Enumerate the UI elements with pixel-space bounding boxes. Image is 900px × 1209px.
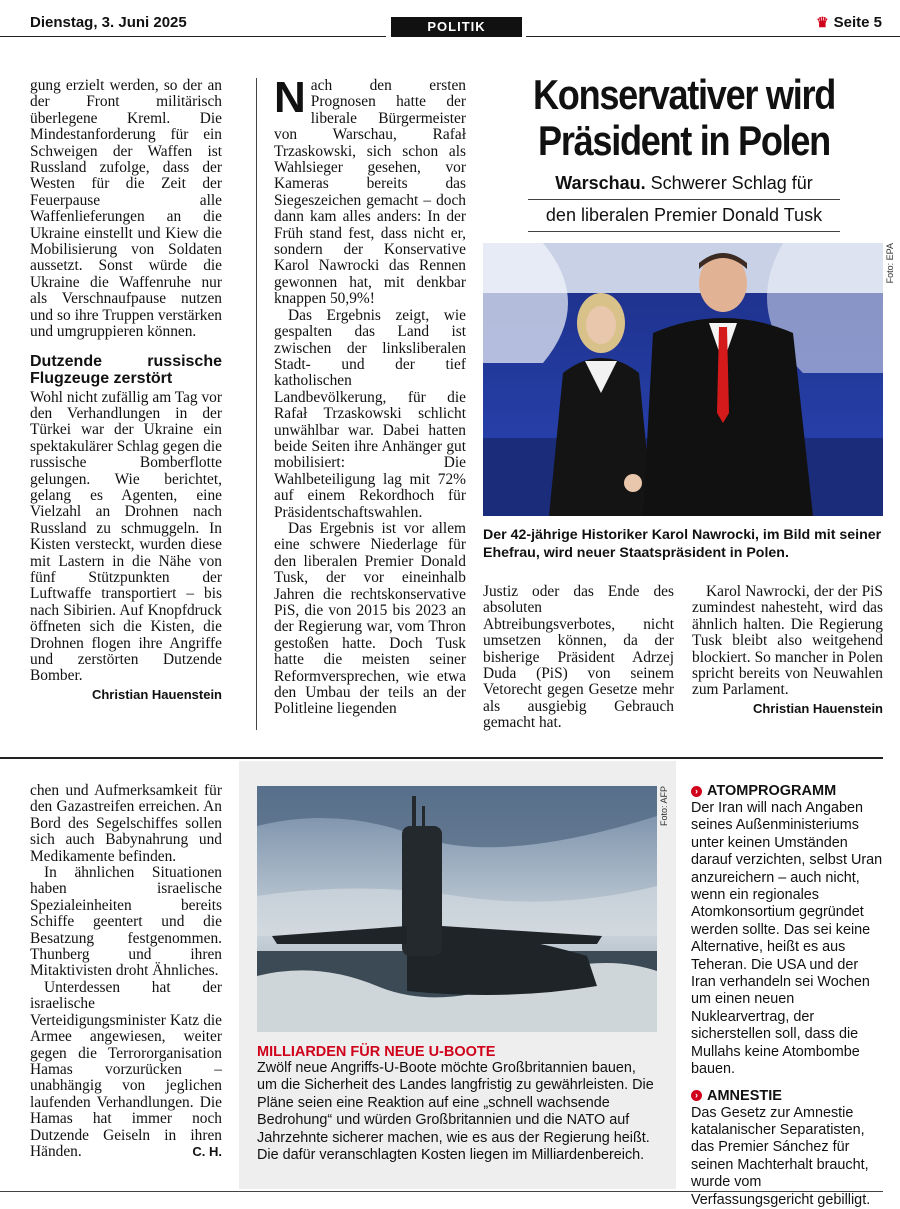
article-deck: [528, 168, 840, 232]
sidebar-item1-head: ATOMPROGRAMM: [707, 783, 837, 799]
column-4: [692, 584, 883, 717]
column-3: [483, 584, 674, 732]
chevron-right-icon: ›: [691, 786, 702, 797]
box-text: Zwölf neue Angriffs-U-Boote möchte Großbritannien bauen, um die Sicherheit des Landes langfristig zu gewährleisten. Die Pläne seien eine Reaktion auf eine „schnell wachsende Bedrohung“ und würden Großbritannien und die NATO auf Jahrzehnte sicherer machen, wie es aus der Regierung heißt. Die dafür veranschlagten Kosten liegen im Milliardenbereich.: [257, 1060, 654, 1164]
column-1: [30, 78, 222, 703]
col4-paragraph: Karol Nawrocki, der der PiS zumindest nahesteht, wird das ähnlich halten. Die Regierung Tusk bleibt also weitgehend blockiert. So mancher in Polen spricht bereits von Neuwahlen zum Parlament.: [692, 583, 883, 699]
headline-line-2: Präsident in Polen: [538, 117, 830, 164]
column-2: [274, 73, 466, 718]
article-headline: [530, 72, 838, 164]
box-text-block: [257, 1044, 657, 1164]
deck-place: Warschau.: [555, 173, 646, 193]
lower-paragraph-3: Unterdessen hat der israelische Verteidigungsminister Katz die Armee angewiesen, weiter gegen die Terrororganisation Hamas vorzurücken – unabhängig von jeglichen laufenden Verhandlungen. Die Hamas hat immer noch Dutzende Geiseln in ihren Händen.: [30, 978, 222, 1160]
headline-line-1: Konservativer wird: [533, 71, 835, 118]
chevron-right-icon: ›: [691, 1090, 702, 1101]
col2-paragraph-2: Das Ergebnis zeigt, wie gespalten das Land ist zwischen der linksliberalen Stadt- und der tief katholischen Landbevölkerung, für die Rafał Trzaskowski schlicht unwählbar war. Dabei hatten beide Seiten ihre Anhänger gut mobilisiert: Die Wahlbeteiligung lag mit 72% auf einem Rekordhoch für Präsidentschaftswahlen.: [274, 306, 466, 521]
col1-subheading: Dutzende russische Flugzeuge zerstört: [30, 352, 222, 387]
section-label: POLITIK: [391, 17, 522, 37]
column-divider-1: [256, 78, 257, 730]
col1-paragraph-2: Wohl nicht zufällig am Tag vor den Verhandlungen in der Türkei war der Ukraine ein spektakulärer Schlag gegen die russische Bomberflotte gelungen. Wie berichtet, gelang es Agenten, eine Vielzahl an Drohnen nach Russland zu schmuggeln. In Kisten versteckt, wurden diese mit Lastern in die Nähe von fünf Stützpunkten der Luftwaffe transportiert – bis nach Sibirien. Auf Knopfdruck öffneten sich die Kisten, die Drohnen flogen ihre Angriffe und zerstörten Dutzende Bomber.: [30, 388, 222, 685]
dropcap: N: [274, 73, 306, 122]
crown-icon: ♛: [816, 14, 829, 30]
page-date: Dienstag, 3. Juni 2025: [30, 14, 187, 31]
lower-paragraph-2: In ähnlichen Situationen haben israelische Spezialeinheiten bereits Schiffe geentert und die Besatzung festgenommen. Thunberg und ihren Mitaktivisten droht Ähnliches.: [30, 864, 222, 980]
col2-paragraph-3: Das Ergebnis ist vor allem eine schwere Niederlage für den liberalen Premier Donald Tusk, der vor eineinhalb Jahren die rechtskonservative PiS, die von 2015 bis 2023 an der Regierung war, vom Thron gestoßen hatte. Doch Tusk hatte die meisten seiner Reformversprechen, wie etwa den Umbau der teils an der Politleine liegenden: [274, 519, 466, 718]
article-author: Christian Hauenstein: [752, 700, 883, 716]
col1-author: Christian Hauenstein: [91, 686, 222, 702]
lower-left-column: [30, 783, 222, 1161]
page-number-label: Seite 5: [833, 14, 882, 31]
col3-paragraph: Justiz oder das Ende des absoluten Abtreibungsverbotes, nicht umsetzen können, da der bisherige Präsident Adrzej Duda (PiS) von seinem Vetorecht gegen Gesetze mehr als ausgiebig Gebrauch gemacht hat.: [483, 583, 674, 732]
sidebar-item1-text: Der Iran will nach Angaben seines Außenministeriums unter keinen Umständen darauf verzichten, selbst Uran anzureichern – auch nicht, wenn ein regionales Atomkonsortium gegründet werden sollte. Das sei keine Alternative, heißt es aus Teheran. Die USA und der Iran verhandeln sei Wochen um einen neuen Nuklearvertrag, der sicherstellen soll, dass die Mullahs keine Atombombe bauen.: [691, 800, 883, 1078]
box-kicker: MILLIARDEN FÜR NEUE U-BOOTE: [257, 1044, 496, 1060]
submarine-photo: [257, 786, 657, 1032]
box-photo-credit: Foto: AFP: [659, 786, 669, 827]
footer-rule: [0, 1191, 883, 1192]
photo-credit: Foto: EPA: [885, 243, 895, 284]
col1-paragraph-1: gung erzielt werden, so der an der Front militärisch überlegene Kreml. Die Mindestanforderung für ein Schweigen der Waffen ist Russland zufolge, dass der Westen für die Zeit der Feuerpause alle Waffenlieferungen an die Ukraine einstellt und Kiew die Mobilisierung von Soldaten aussetzt. Sonst würde die Ukraine die Waffenruhe nur als Verschnaufpause nutzen und so ihre Truppen verstärken und umgruppieren können.: [30, 77, 222, 341]
sidebar: [691, 783, 883, 1209]
article-photo: [483, 243, 883, 516]
lower-author: C. H.: [192, 1144, 222, 1160]
header-rule-right: [526, 36, 900, 37]
lower-paragraph-1: chen und Aufmerksamkeit für den Gazastreifen erreichen. An Bord des Segelschiffes sollen sich auch Babynahrung und Medikamente befinden.: [30, 782, 222, 865]
sidebar-item2-head: AMNESTIE: [707, 1087, 782, 1104]
col2-paragraph-1: ach den ersten Prognosen hatte der liberale Bürgermeister von Warschau, Rafał Trzaskowski, sich schon als Wahlsieger gesehen, vor Kameras bereits das Siegeszeichen gemacht – doch dann kam alles anders: In der Früh stand fest, dass nicht er, sondern der Konservative Karol Nawrocki das Rennen gewonnen hat, mit denkbar knappen 50,9%!: [274, 77, 466, 308]
section-divider: [0, 757, 883, 759]
deck-line-1: Schwerer Schlag für: [650, 173, 813, 193]
header-rule-left: [0, 36, 386, 37]
photo-caption: Der 42-jährige Historiker Karol Nawrocki, im Bild mit seiner Ehefrau, wird neuer Staatspräsident in Polen.: [483, 527, 882, 561]
page-number: [816, 14, 882, 31]
deck-line-2: den liberalen Premier Donald Tusk: [545, 205, 823, 225]
sidebar-item2-text: Das Gesetz zur Amnestie katalanischer Separatisten, das Premier Sánchez für seinen Machterhalt braucht, wurde vom Verfassungsgericht gebilligt.: [691, 1104, 871, 1208]
